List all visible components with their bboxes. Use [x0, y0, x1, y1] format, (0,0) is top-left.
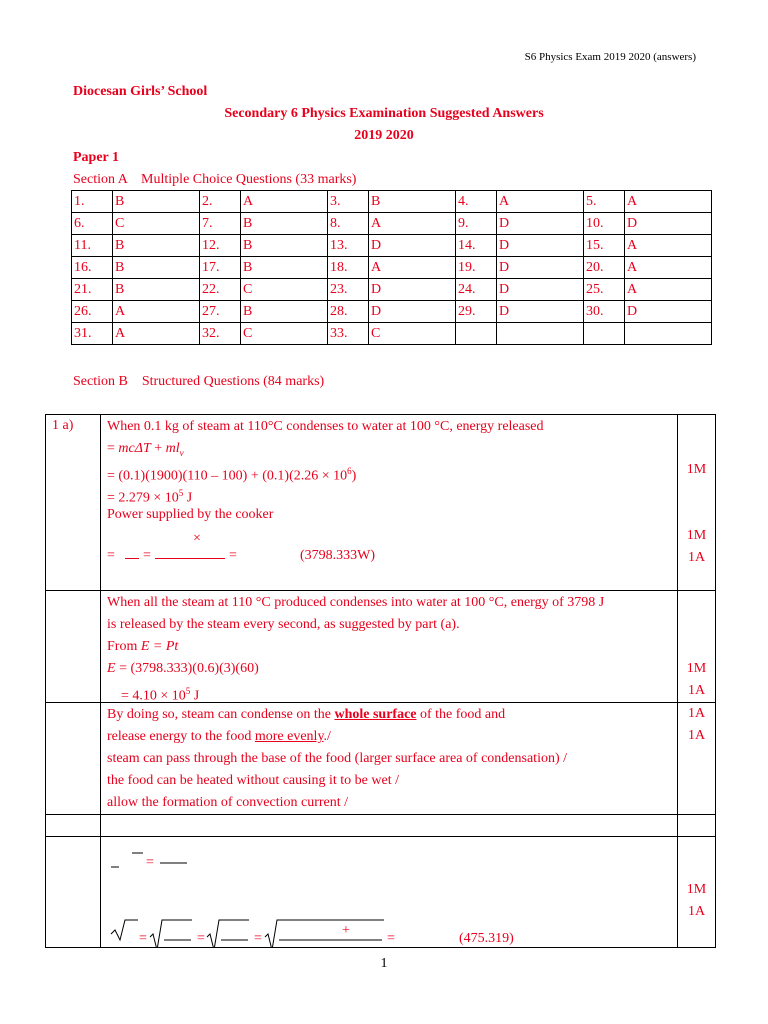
question-label-cell	[46, 815, 101, 837]
question-number: 23.	[328, 279, 369, 301]
question-number: 8.	[328, 213, 369, 235]
question-number: 19.	[456, 257, 497, 279]
eq-superscript: 5	[178, 488, 184, 498]
question-number: 20.	[584, 257, 625, 279]
result-value: (475.319)	[459, 931, 514, 946]
eq-superscript: 5	[185, 686, 191, 696]
answer-choice: A	[369, 257, 456, 279]
table-row	[72, 301, 712, 323]
question-number: 30.	[584, 301, 625, 323]
answer-choice: A	[113, 301, 200, 323]
answer-choice: D	[369, 235, 456, 257]
eq-term: ΔT	[134, 441, 151, 456]
question-number: 29.	[456, 301, 497, 323]
answer-line	[107, 438, 677, 460]
answer-choice: B	[113, 235, 200, 257]
eq-text: = (0.1)(1900)(110 – 100) + (0.1)(2.26 × 10	[107, 468, 348, 484]
document-year: 2019 2020	[354, 128, 414, 143]
mark: 1A	[687, 728, 706, 743]
answer-choice: B	[241, 257, 328, 279]
header-exam-ref: S6 Physics Exam 2019 2020 (answers)	[524, 51, 696, 63]
eq-superscript: 6	[347, 466, 352, 476]
eq-text: J	[183, 490, 193, 506]
answer-choice: B	[369, 191, 456, 213]
sqrt-sign	[265, 920, 384, 947]
eq-prefix: =	[107, 441, 119, 456]
answer-line: allow the formation of convection current /	[107, 795, 349, 810]
answer-choice: A	[625, 235, 712, 257]
marks-cell	[678, 837, 716, 948]
question-number: 33.	[328, 323, 369, 345]
mark: 1M	[686, 462, 707, 477]
answer-choice: C	[369, 323, 456, 345]
question-number: 12.	[200, 235, 241, 257]
eq-operator: =	[229, 548, 237, 563]
section-b-heading: Section B Structured Questions (84 marks)	[73, 374, 325, 389]
answer-choice: D	[497, 213, 584, 235]
answer-text: release energy to the food	[107, 729, 255, 744]
structured-answer-table	[45, 414, 716, 948]
mark: 1M	[686, 882, 707, 897]
eq-term: E	[107, 661, 116, 676]
fraction-bar	[155, 558, 225, 559]
question-number: 11.	[72, 235, 113, 257]
table-row	[72, 235, 712, 257]
marks-cell	[678, 415, 716, 591]
page-number: 1	[380, 956, 388, 971]
mark: 1A	[687, 683, 706, 698]
question-number: 31.	[72, 323, 113, 345]
table-row	[72, 213, 712, 235]
eq-operator: =	[143, 548, 151, 563]
answer-choice: D	[369, 279, 456, 301]
answer-choice: D	[497, 235, 584, 257]
question-number: 3.	[328, 191, 369, 213]
answer-text: By doing so, steam can condense on the	[107, 707, 335, 722]
eq-subscript: v	[179, 447, 184, 458]
answer-text: ./	[323, 729, 331, 744]
answer-line	[107, 460, 677, 482]
answer-line	[107, 704, 677, 726]
answer-choice: B	[113, 279, 200, 301]
marks-cell	[678, 591, 716, 703]
question-number: 18.	[328, 257, 369, 279]
question-number: 22.	[200, 279, 241, 301]
answer-line	[107, 680, 677, 702]
question-number	[584, 323, 625, 345]
table-row	[46, 415, 716, 591]
sqrt-sign	[207, 920, 249, 947]
answer-choice: D	[625, 213, 712, 235]
formula-block	[101, 837, 677, 947]
question-number: 32.	[200, 323, 241, 345]
answer-choice: A	[625, 191, 712, 213]
question-number: 17.	[200, 257, 241, 279]
question-number: 4.	[456, 191, 497, 213]
marks-cell	[678, 703, 716, 815]
question-number: 24.	[456, 279, 497, 301]
question-number: 15.	[584, 235, 625, 257]
section-a-heading: Section A Multiple Choice Questions (33 marks)	[73, 172, 357, 187]
question-number: 10.	[584, 213, 625, 235]
question-number: 13.	[328, 235, 369, 257]
eq-operator: =	[254, 931, 262, 946]
question-number: 1.	[72, 191, 113, 213]
question-label-cell	[46, 837, 101, 948]
eq-text: = (3798.333)(0.6)(3)(60)	[115, 661, 259, 676]
mark: 1M	[686, 661, 707, 676]
mark: 1A	[687, 550, 706, 565]
eq-operator: +	[150, 441, 166, 456]
answer-choice: B	[241, 235, 328, 257]
key-phrase: whole surface	[334, 707, 417, 722]
answer-choice: D	[497, 301, 584, 323]
question-number: 26.	[72, 301, 113, 323]
table-row	[72, 323, 712, 345]
answer-cell	[101, 415, 678, 591]
answer-line: steam can pass through the base of the food (larger surface area of condensation) /	[107, 751, 568, 766]
question-number: 6.	[72, 213, 113, 235]
mc-answer-table	[71, 190, 712, 345]
answer-choice: A	[625, 257, 712, 279]
formula-drawing	[101, 837, 641, 947]
eq-text: J	[190, 688, 200, 704]
result-value: (3798.333W)	[300, 548, 376, 563]
answer-choice: B	[241, 213, 328, 235]
sqrt-sign	[150, 920, 192, 947]
answer-choice: A	[625, 279, 712, 301]
table-row	[46, 815, 716, 837]
fraction-equation	[107, 526, 677, 570]
table-row	[72, 279, 712, 301]
eq-operator: =	[139, 931, 147, 946]
question-number: 21.	[72, 279, 113, 301]
answer-cell	[101, 703, 678, 815]
eq-text: )	[351, 468, 357, 484]
table-row	[72, 257, 712, 279]
answer-choice	[497, 323, 584, 345]
document-title: Secondary 6 Physics Examination Suggested Answers	[224, 106, 544, 121]
answer-choice: D	[369, 301, 456, 323]
table-row	[46, 837, 716, 948]
answer-line: When all the steam at 110 °C produced condenses into water at 100 °C, energy of 3798 J	[107, 595, 605, 610]
school-name: Diocesan Girls’ School	[73, 84, 208, 99]
answer-choice: A	[241, 191, 328, 213]
answer-cell	[101, 837, 678, 948]
answer-choice: D	[497, 257, 584, 279]
eq-text: = 2.279 × 10	[107, 490, 179, 506]
answer-choice: A	[369, 213, 456, 235]
eq-term: mc	[118, 441, 135, 456]
paper-label: Paper 1	[73, 150, 120, 165]
mark: 1M	[686, 528, 707, 543]
eq-operator: =	[107, 548, 115, 563]
answer-cell	[101, 591, 678, 703]
question-number: 5.	[584, 191, 625, 213]
table-row	[72, 191, 712, 213]
table-row	[46, 591, 716, 703]
eq-operator: =	[387, 931, 395, 946]
answer-choice: B	[113, 257, 200, 279]
key-phrase: more evenly	[254, 729, 324, 744]
question-number: 2.	[200, 191, 241, 213]
question-number	[456, 323, 497, 345]
answer-choice: D	[497, 279, 584, 301]
answer-choice	[625, 323, 712, 345]
question-label-cell	[46, 591, 101, 703]
eq-term: ml	[165, 441, 180, 456]
eq-text: = 4.10 × 10	[121, 688, 186, 704]
answer-line	[107, 636, 677, 658]
eq-operator: +	[342, 923, 350, 938]
question-number: 25.	[584, 279, 625, 301]
mark: 1A	[687, 904, 706, 919]
question-label: 1 a)	[52, 418, 74, 433]
answer-choice: B	[113, 191, 200, 213]
question-label-cell	[46, 703, 101, 815]
answer-choice: C	[241, 279, 328, 301]
answer-line	[107, 482, 677, 504]
fraction-bar	[125, 558, 139, 559]
answer-choice: C	[113, 213, 200, 235]
sqrt-sign	[111, 920, 138, 940]
question-number: 16.	[72, 257, 113, 279]
answer-choice: D	[625, 301, 712, 323]
answer-text: of the food and	[416, 707, 506, 722]
answer-choice: A	[113, 323, 200, 345]
answer-choice: B	[241, 301, 328, 323]
eq-operator: =	[146, 855, 154, 870]
question-number: 9.	[456, 213, 497, 235]
question-number: 7.	[200, 213, 241, 235]
answer-line: Power supplied by the cooker	[107, 507, 274, 522]
marks-cell	[678, 815, 716, 837]
answer-line: is released by the steam every second, as suggested by part (a).	[107, 617, 460, 632]
answer-line	[107, 658, 677, 680]
eq-operator: ×	[193, 531, 201, 546]
eq-operator: =	[197, 931, 205, 946]
answer-line	[107, 726, 677, 748]
answer-cell	[101, 815, 678, 837]
question-number: 14.	[456, 235, 497, 257]
question-number: 28.	[328, 301, 369, 323]
mark: 1A	[687, 706, 706, 721]
eq-text: From	[107, 639, 141, 654]
eq-term: E = Pt	[140, 639, 179, 654]
answer-line: When 0.1 kg of steam at 110°C condenses to water at 100 °C, energy released	[107, 419, 544, 434]
answer-choice: A	[497, 191, 584, 213]
question-label-cell	[46, 415, 101, 591]
answer-line: the food can be heated without causing it to be wet /	[107, 773, 399, 788]
question-number: 27.	[200, 301, 241, 323]
answer-choice: C	[241, 323, 328, 345]
table-row	[46, 703, 716, 815]
